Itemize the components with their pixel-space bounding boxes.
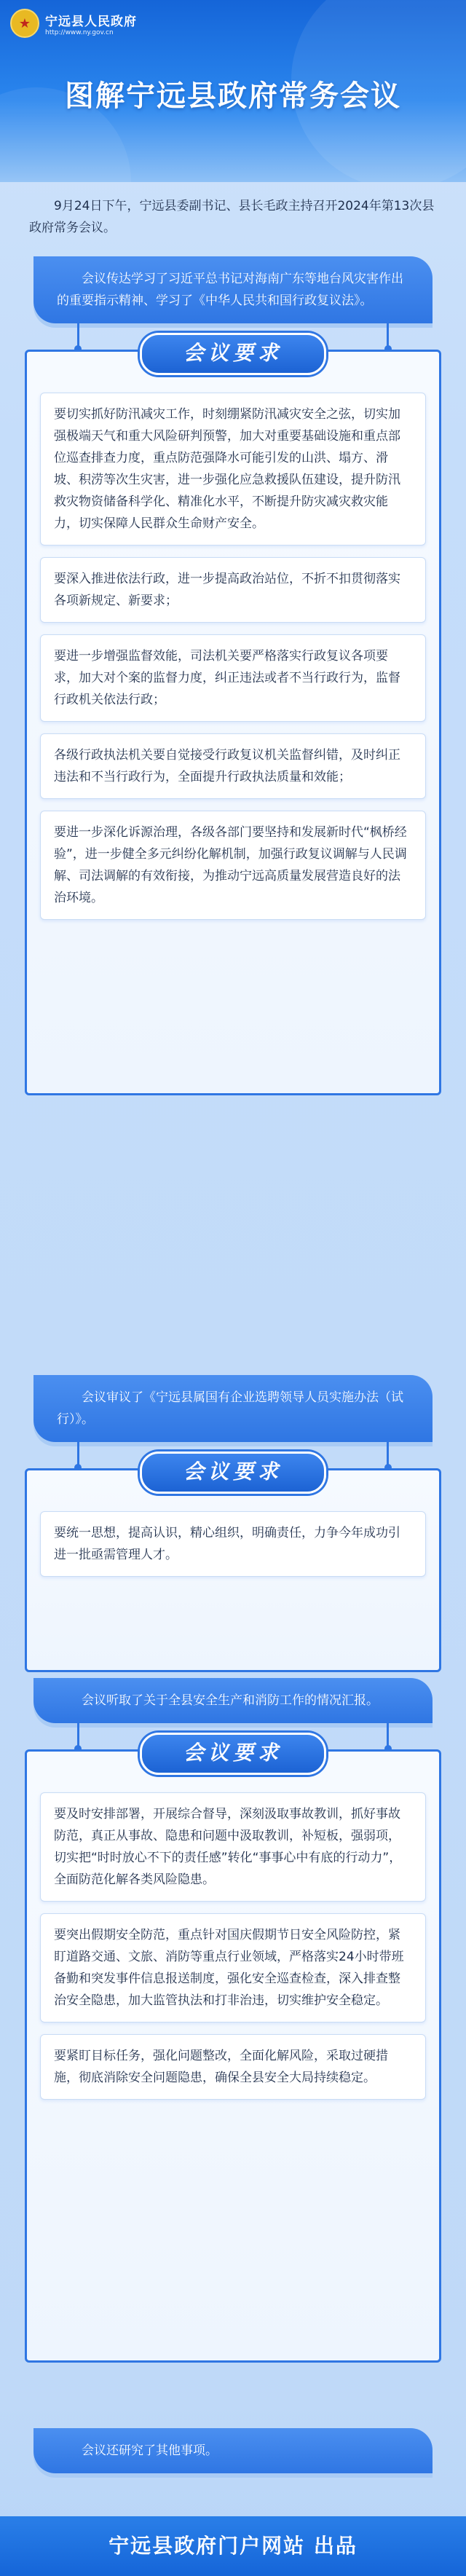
closing-section	[25, 2428, 441, 2473]
requirements-panel	[25, 1741, 441, 2363]
site-logo[interactable]	[10, 9, 137, 38]
topic-card: 会议审议了《宁远县属国有企业选聘领导人员实施办法（试行）》。	[33, 1375, 433, 1442]
requirements-panel	[25, 341, 441, 1095]
topic-card: 会议传达学习了习近平总书记对海南广东等地台风灾害作出的重要指示精神、学习了《中华人民共和国行政复议法》。	[33, 256, 433, 323]
requirement-item: 要切实抓好防汛减灾工作，时刻绷紧防汛减灾安全之弦，切实加强极端天气和重大风险研判预警，加大对重要基础设施和重点部位巡查排查力度，重点防范强降水可能引发的山洪、塌方、滑坡、积涝等次生灾害，进一步强化应急救援队伍建设，提升防汛救灾物资储备科学化、精准化水平，不断提升防灾减灾救灾能力，切实保障人民群众生命财产安全。	[40, 393, 426, 545]
requirements-heading: 会议要求	[140, 333, 326, 375]
intro-paragraph: 9月24日下午，宁远县委副书记、县长毛政主持召开2024年第13次县政府常务会议。	[29, 199, 435, 235]
requirement-item: 要统一思想，提高认识，精心组织，明确责任，力争今年成功引进一批亟需管理人才。	[40, 1511, 426, 1577]
requirements-panel	[25, 1460, 441, 1672]
site-url: http://www.ny.gov.cn	[45, 28, 114, 36]
footer-credit: 宁远县政府门户网站 出品	[0, 2516, 466, 2576]
meeting-section-3	[25, 1678, 441, 2363]
requirement-item: 要及时安排部署，开展综合督导，深刻汲取事故教训，抓好事故防范，真正从事故、隐患和问题中汲取教训，补短板，强弱项，切实把“时时放心不下的责任感”转化“事事心中有底的行动力”，全面防范化解各类风险隐患。	[40, 1792, 426, 1902]
meeting-section-1	[25, 256, 441, 1095]
closing-card: 会议还研究了其他事项。	[33, 2428, 433, 2473]
requirements-heading: 会议要求	[140, 1733, 326, 1775]
requirement-item: 要进一步深化诉源治理，各级各部门要坚持和发展新时代“枫桥经验”，进一步健全多元纠纷化解机制，加强行政复议调解与人民调解、司法调解的有效衔接，为推动宁远高质量发展营造良好的法治环境。	[40, 811, 426, 920]
site-name: 宁远县人民政府	[45, 14, 137, 29]
page-title: 图解宁远县政府常务会议	[65, 79, 401, 113]
requirement-item: 要突出假期安全防范，重点针对国庆假期节日安全风险防控，紧盯道路交通、文旅、消防等重点行业领域，严格落实24小时带班备勤和突发事件信息报送制度，强化安全巡查检查，深入排查整治安全隐患，加大监管执法和打非治违，切实维护安全稳定。	[40, 1913, 426, 2022]
requirement-item: 各级行政执法机关要自觉接受行政复议机关监督纠错，及时纠正违法和不当行政行为，全面提升行政执法质量和效能；	[40, 733, 426, 799]
requirement-item: 要深入推进依法行政，进一步提高政治站位，不折不扣贯彻落实各项新规定、新要求；	[40, 557, 426, 623]
requirement-item: 要紧盯目标任务，强化问题整改，全面化解风险，采取过硬措施，彻底消除安全问题隐患，确保全县安全大局持续稳定。	[40, 2034, 426, 2100]
requirement-item: 要进一步增强监督效能，司法机关要严格落实行政复议各项要求，加大对个案的监督力度，纠正违法或者不当行政行为，监督行政机关依法行政；	[40, 634, 426, 722]
header-banner	[0, 0, 466, 182]
requirements-heading: 会议要求	[140, 1452, 326, 1494]
national-emblem-icon: ★	[10, 9, 39, 38]
meeting-section-2	[25, 1375, 441, 1672]
topic-card: 会议听取了关于全县安全生产和消防工作的情况汇报。	[33, 1678, 433, 1723]
